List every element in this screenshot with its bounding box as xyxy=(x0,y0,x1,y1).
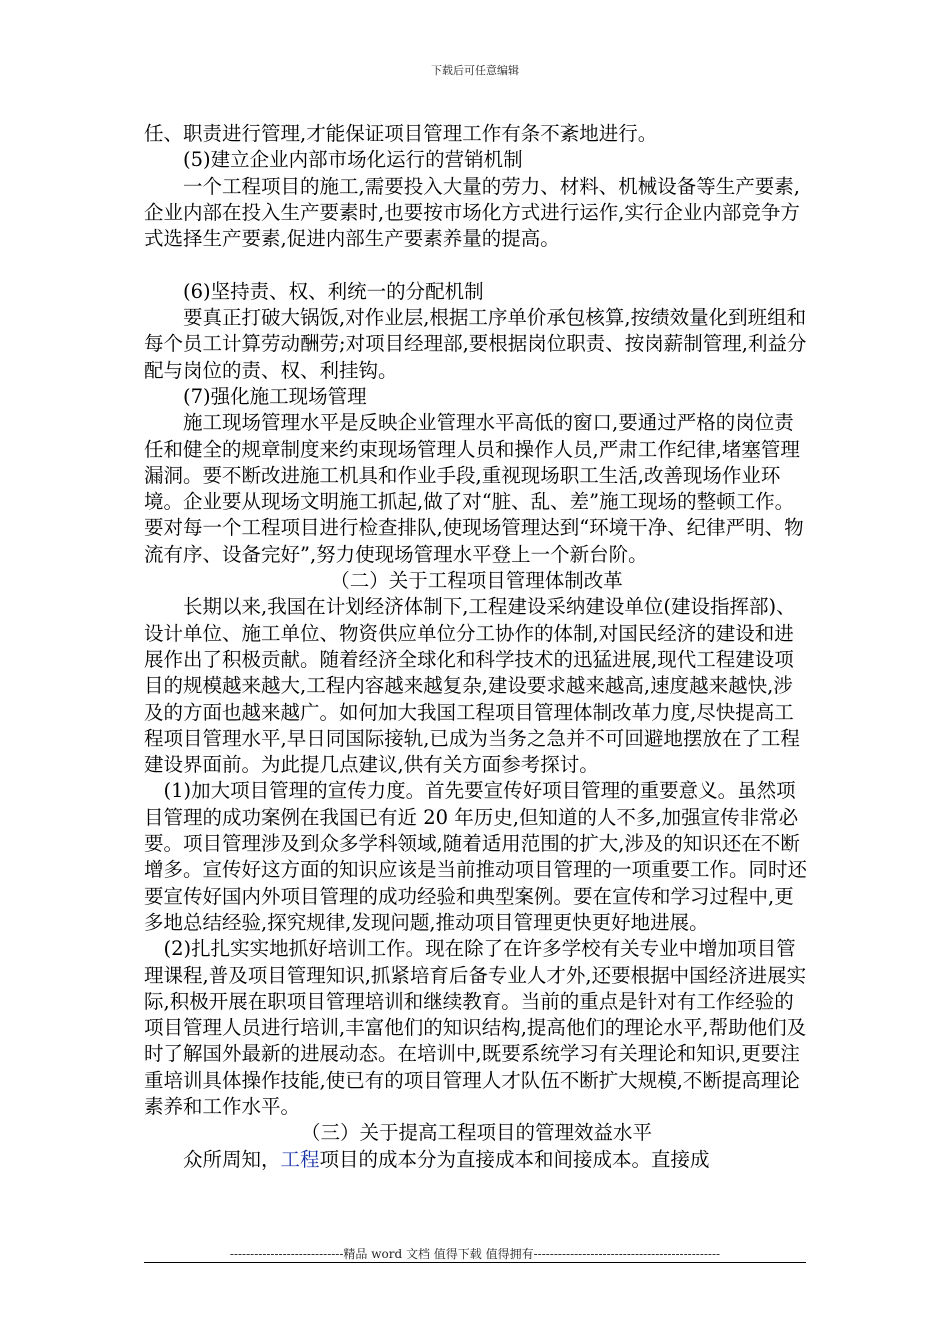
item-heading-7: (7)强化施工现场管理 xyxy=(183,384,367,408)
paragraph-training: (2)扎扎实实地抓好培训工作。现在除了在许多学校有关专业中增加项目管理课程,普及项目管理知识,抓紧培育后备专业人才外,还要根据中国经济进展实际,积极开展在职项目管理培训和继续教育。当前的重点是针对有工作经验的项目管理人员进行培训,丰富他们的知识结构,提高他们的理论水平,帮助他们及时了解国外最新的进展动态。在培训中,既要系统学习有关理论和知识,更要注重培训具体操作技能,使已有的项目管理人才队伍不断扩大规模,不断提高理论素养和工作水平。 xyxy=(144,937,807,1118)
cost-text-end: 项目的成本分为直接成本和间接成本。直接成 xyxy=(319,1147,710,1171)
paragraph-publicity: (1)加大项目管理的宣传力度。首先要宣传好项目管理的重要意义。虽然项目管理的成功案例在我国已有近 20 年历史,但知道的人不多,加强宣传非常必要。项目管理涉及到众多学科领域,随着适用范围的扩大,涉及的知识还在不断增多。宣传好这方面的知识应该是当前推动项目管理的一项重要工作。同时还要宣传好国内外项目管理的成功经验和典型案例。要在宣传和学习过程中,更多地总结经验,探究规律,发现问题,推动项目管理更快更好地进展。 xyxy=(144,779,808,934)
paragraph-distribution-mechanism: 要真正打破大锅饭,对作业层,根据工序单价承包核算,按绩效量化到班组和每个员工计算劳动酬劳;对项目经理部,要根据岗位职责、按岗薪制管理,利益分配与岗位的责、权、利挂钩。 xyxy=(144,306,807,382)
paragraph-cost xyxy=(144,1147,809,1173)
page-footer: ----------------------------精品 word 文档 值得下载 值得拥有---------------------------------------------- xyxy=(229,1247,721,1261)
item-heading-6: (6)坚持责、权、利统一的分配机制 xyxy=(183,279,484,303)
paragraph-continuation: 任、职责进行管理,才能保证项目管理工作有条不紊地进行。 xyxy=(144,122,658,145)
section-heading-3: （三）关于提高工程项目的管理效益水平 xyxy=(300,1121,652,1145)
paragraph-site-management: 施工现场管理水平是反映企业管理水平高低的窗口,要通过严格的岗位责任和健全的规章制度来约束现场管理人员和操作人员,严肃工作纪律,堵塞管理漏洞。要不断改进施工机具和作业手段,重视现场职工生活,改善现场作业环境。企业要从现场文明施工抓起,做了对“脏、乱、差”施工现场的整顿工作。要对每一个工程项目进行检查排队,使现场管理达到“环境干净、纪律严明、物流有序、设备完好”,努力使现场管理水平登上一个新台阶。 xyxy=(144,411,804,566)
engineering-link[interactable]: 工程 xyxy=(280,1147,320,1171)
footer-divider xyxy=(144,1262,806,1263)
item-heading-5: (5)建立企业内部市场化运行的营销机制 xyxy=(183,148,523,172)
page-header: 下载后可任意编辑 xyxy=(431,64,519,77)
blank-line xyxy=(144,252,809,278)
document-body xyxy=(144,121,809,1173)
section-heading-2: （二）关于工程项目管理体制改革 xyxy=(330,569,623,593)
paragraph-marketing-mechanism: 一个工程项目的施工,需要投入大量的劳力、材料、机械设备等生产要素,企业内部在投入生产要素时,也要按市场化方式进行运作,实行企业内部竞争方式选择生产要素,促进内部生产要素养量的提高。 xyxy=(144,174,800,251)
cost-text-start: 众所周知， xyxy=(183,1147,281,1171)
paragraph-system-reform: 长期以来,我国在计划经济体制下,工程建设采纳建设单位(建设指挥部)、设计单位、施工单位、物资供应单位分工协作的体制,对国民经济的建设和进展作出了积极贡献。随着经济全球化和科学技术的迅猛进展,现代工程建设项目的规模越来越大,工程内容越来越复杂,建设要求越来越高,速度越来越快,涉及的方面也越来越广。如何加大我国工程项目管理体制改革力度,尽快提高工程项目管理水平,早日同国际接轨,已成为当务之急并不可回避地摆放在了工程建设界面前。为此提几点建议,供有关方面参考探讨。 xyxy=(144,595,800,777)
